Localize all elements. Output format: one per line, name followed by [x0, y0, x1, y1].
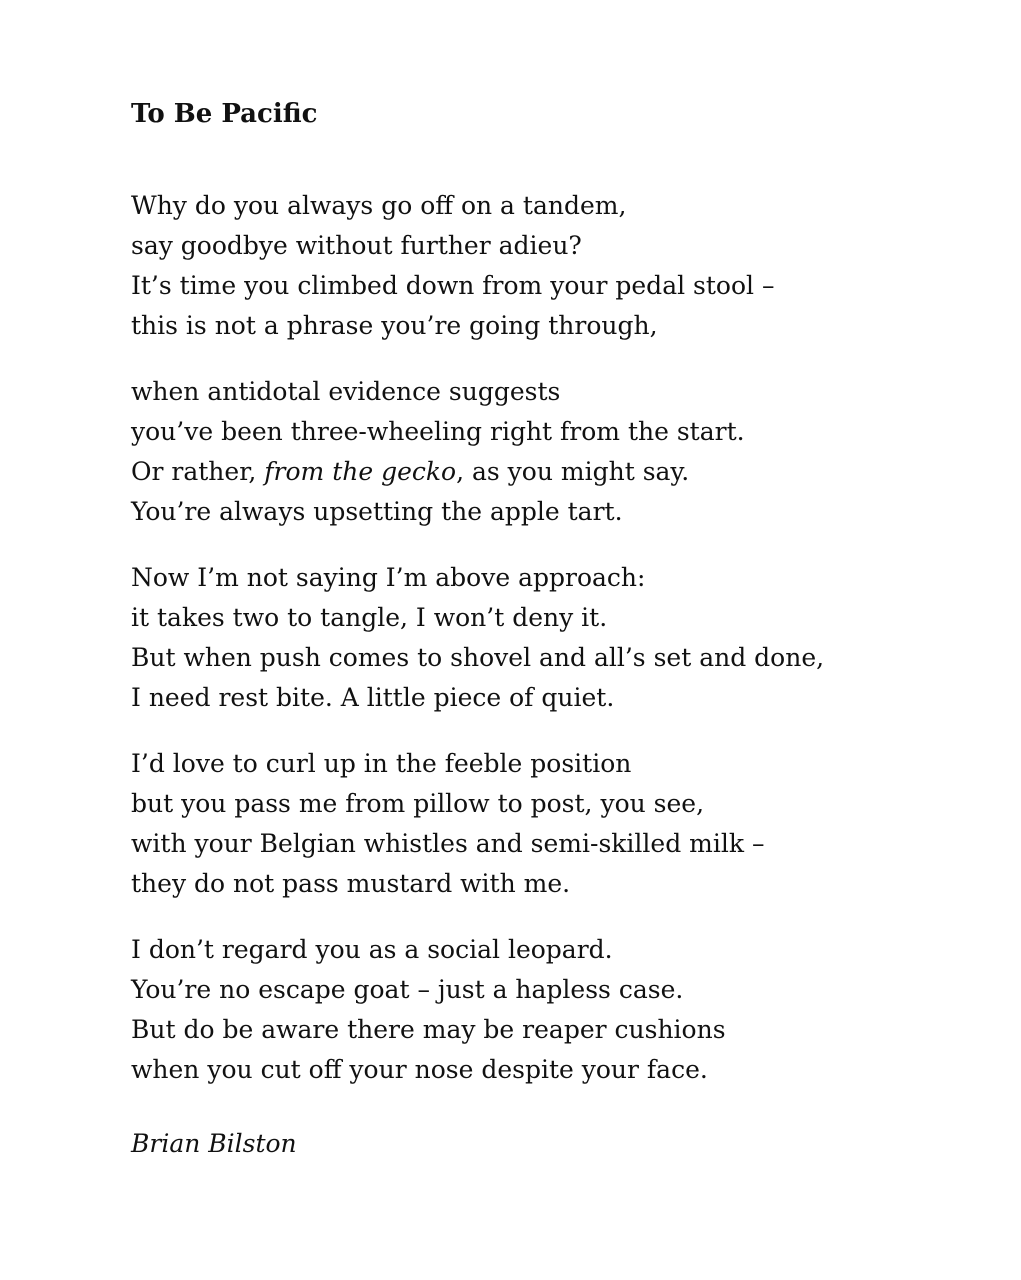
poem-line: You’re always upsetting the apple tart.: [131, 497, 623, 526]
poem-line: this is not a phrase you’re going through,: [131, 311, 658, 340]
poem-line: It’s time you climbed down from your pedal stool –: [131, 271, 775, 300]
poem-line-text: Or rather,: [131, 457, 265, 486]
stanza-3: [131, 558, 931, 718]
poem-line: it takes two to tangle, I won’t deny it.: [131, 603, 608, 632]
poem-line: but you pass me from pillow to post, you see,: [131, 789, 705, 818]
stanza-4: [131, 744, 931, 904]
poem-line: But do be aware there may be reaper cushions: [131, 1015, 726, 1044]
poem-line: say goodbye without further adieu?: [131, 231, 582, 260]
poem-line: I don’t regard you as a social leopard.: [131, 935, 613, 964]
poem-author: Brian Bilston: [131, 1129, 297, 1158]
poem-title: To Be Pacific: [131, 99, 318, 129]
poem-line: you’ve been three-wheeling right from the start.: [131, 417, 745, 446]
poem-line: I’d love to curl up in the feeble position: [131, 749, 632, 778]
poem-line: they do not pass mustard with me.: [131, 869, 571, 898]
poem-page: [131, 96, 931, 1164]
stanza-5: [131, 930, 931, 1090]
poem-line: You’re no escape goat – just a hapless case.: [131, 975, 684, 1004]
stanza-1: [131, 186, 931, 346]
poem-line-mixed: [131, 452, 931, 492]
poem-line-italic: from the gecko: [264, 457, 457, 486]
poem-line: when antidotal evidence suggests: [131, 377, 561, 406]
poem-line: I need rest bite. A little piece of quiet.: [131, 683, 615, 712]
poem-line: when you cut off your nose despite your face.: [131, 1055, 708, 1084]
poem-line: with your Belgian whistles and semi-skilled milk –: [131, 829, 765, 858]
stanza-2: [131, 372, 931, 532]
poem-line: But when push comes to shovel and all’s set and done,: [131, 643, 825, 672]
poem-line: Why do you always go off on a tandem,: [131, 191, 627, 220]
poem-line: Now I’m not saying I’m above approach:: [131, 563, 646, 592]
poem-line-text: , as you might say.: [456, 457, 690, 486]
